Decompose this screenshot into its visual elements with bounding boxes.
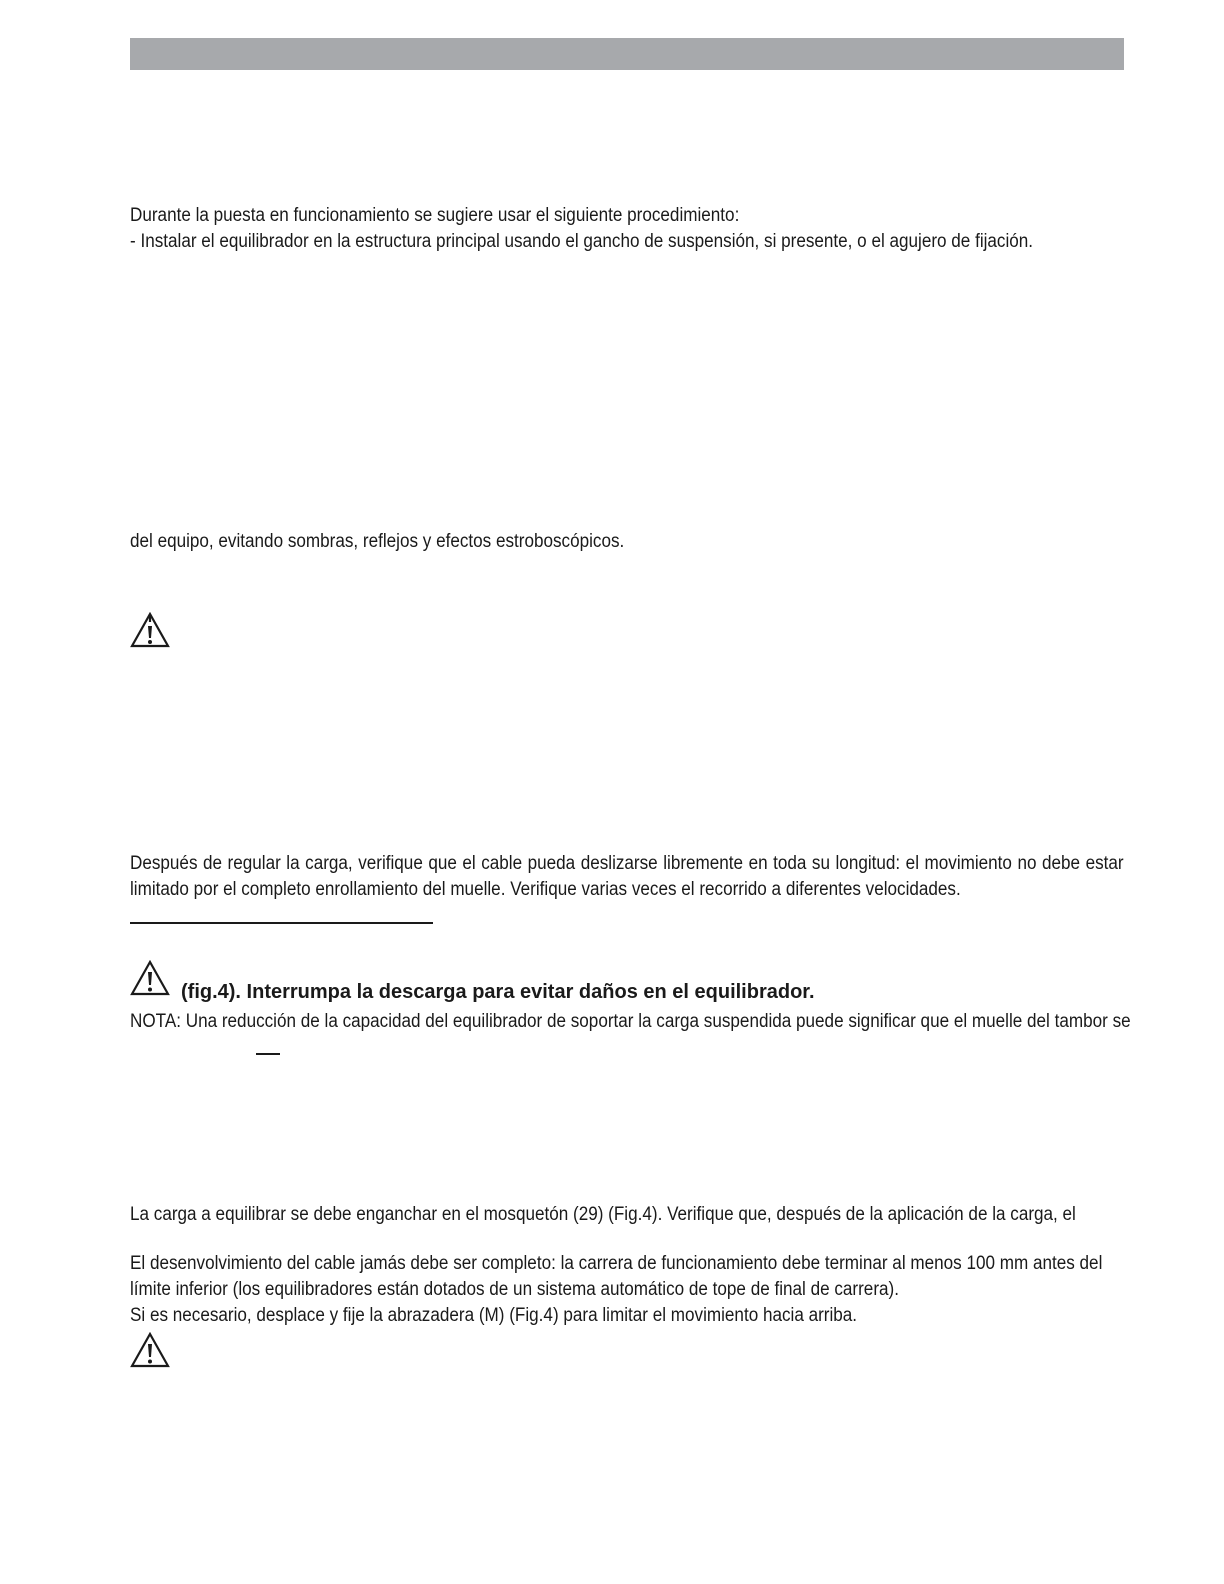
lighting-line-1: del equipo, evitando sombras, reflejos y efectos estroboscópicos. — [130, 531, 625, 552]
after-adjust-line-1: Después de regular la carga, verifique que el cable pueda deslizarse libremente en toda su longitud: el movimiento no debe estar — [130, 853, 1124, 874]
lighting-paragraph — [130, 529, 1124, 555]
warning-triangle-icon — [130, 960, 170, 996]
warning-triangle-icon — [130, 1332, 170, 1368]
after-adjust-paragraph-end — [130, 877, 1124, 903]
intro-step-install: - Instalar el equilibrador en la estructura principal usando el gancho de suspensión, si presente, o el agujero de fijación. — [130, 231, 1034, 252]
nota-line-1: NOTA: Una reducción de la capacidad del equilibrador de soportar la carga suspendida puede significar que el muelle del tambor se — [130, 1011, 1131, 1032]
load-paragraph — [130, 1202, 1124, 1228]
cable-line-2: límite inferior (los equilibradores están dotados de un sistema automático de tope de final de carrera). — [130, 1279, 899, 1300]
warning-triangle-icon — [130, 612, 170, 648]
after-adjust-line-2: limitado por el completo enrollamiento del muelle. Verifique varias veces el recorrido a diferentes velocidades. — [130, 879, 961, 900]
nota-paragraph — [130, 1009, 1131, 1035]
intro-paragraph — [130, 203, 1124, 255]
dash-mark — [256, 1053, 280, 1055]
intro-line-1: Durante la puesta en funcionamiento se sugiere usar el siguiente procedimiento: — [130, 205, 740, 226]
cable-line-1: El desenvolvimiento del cable jamás debe ser completo: la carrera de funcionamiento debe terminar al menos 100 mm antes del — [130, 1253, 1103, 1274]
load-line-1: La carga a equilibrar se debe enganchar en el mosquetón (29) (Fig.4). Verifique que, después de la aplicación de la carga, el — [130, 1204, 1076, 1225]
section-rule — [130, 922, 433, 924]
cable-line-3: Si es necesario, desplace y fije la abrazadera (M) (Fig.4) para limitar el movimiento hacia arriba. — [130, 1305, 858, 1326]
cable-paragraph — [130, 1251, 1124, 1329]
discharge-warning-text: (fig.4). Interrumpa la descarga para evitar daños en el equilibrador. — [181, 981, 815, 1003]
after-adjust-paragraph — [130, 851, 1124, 877]
section-header-bar — [130, 38, 1124, 70]
